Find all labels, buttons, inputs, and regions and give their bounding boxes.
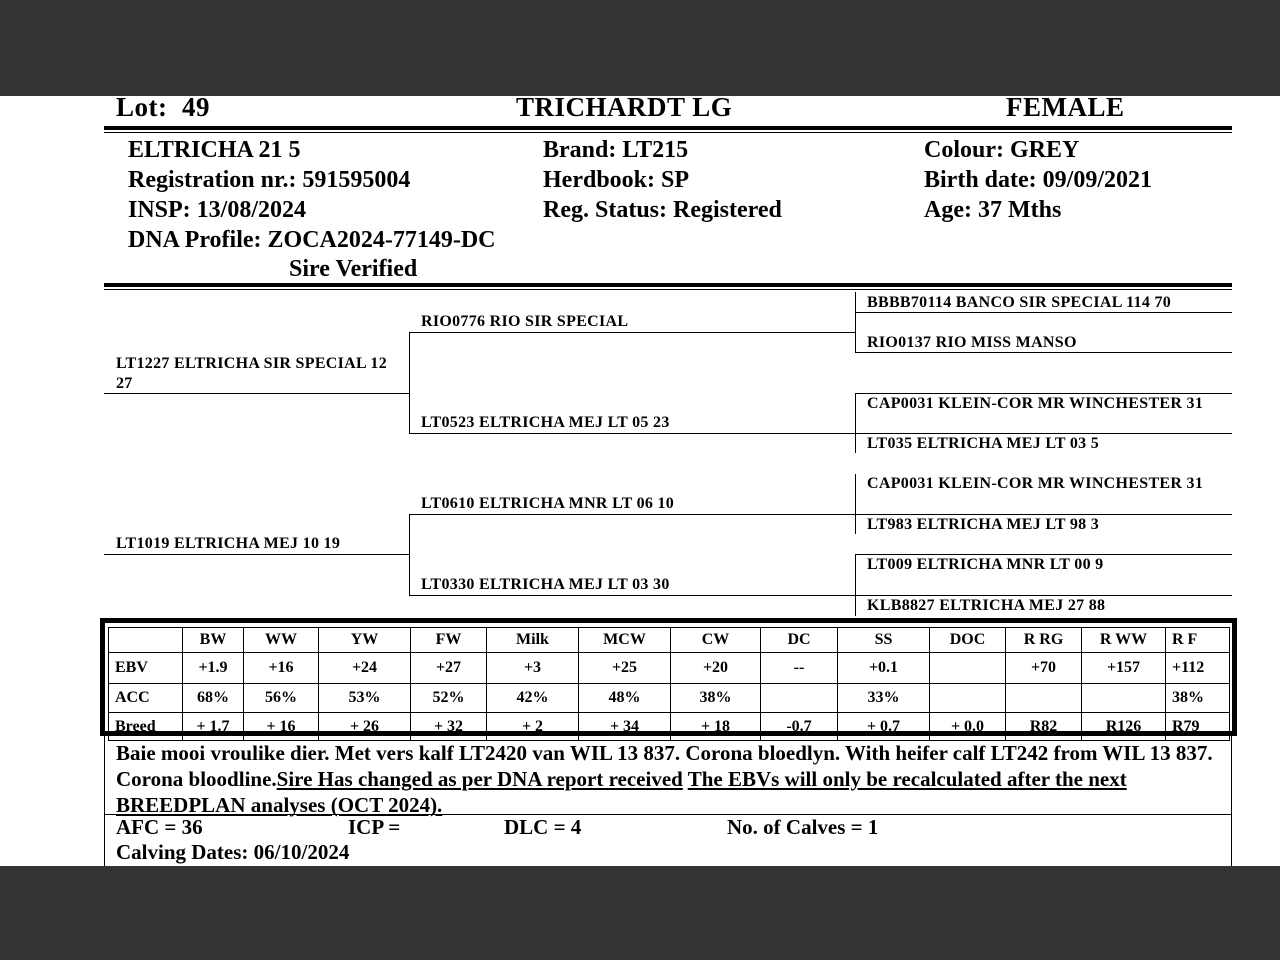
table-cell: + 26: [319, 713, 411, 741]
insp-date: INSP: 13/08/2024: [128, 197, 307, 223]
ebv-col-header: YW: [319, 628, 411, 653]
pedigree-gg-2: RIO0137 RIO MISS MANSO: [867, 334, 1077, 351]
header-rule-thick: [104, 126, 1232, 130]
calving-dates: Calving Dates: 06/10/2024: [116, 840, 350, 864]
table-cell: + 16: [244, 713, 319, 741]
afc: AFC = 36: [116, 815, 203, 839]
table-cell: 56%: [244, 684, 319, 713]
remarks-text: Baie mooi vroulike dier. Met vers kalf LT2420 van WIL 13 837. Corona bloedlyn. With heifer calf LT242 from WIL 13 837. Corona bloodline.: [116, 741, 1213, 791]
table-cell: 42%: [487, 684, 579, 713]
age: Age: 37 Mths: [924, 197, 1062, 223]
table-cell: -0.7: [761, 713, 838, 741]
sire-line: [104, 393, 409, 394]
remarks-ebv-note: The EBVs will only be recalculated after the next BREEDPLAN analyses (OCT 2024).: [116, 767, 1127, 817]
ebv-col-header: DOC: [930, 628, 1006, 653]
table-cell: [1006, 684, 1082, 713]
table-cell: +16: [244, 653, 319, 684]
colour: Colour: GREY: [924, 137, 1080, 163]
ebv-col-header: DC: [761, 628, 838, 653]
gg-line-6: [855, 554, 1232, 555]
table-cell: R82: [1006, 713, 1082, 741]
table-cell: 33%: [838, 684, 930, 713]
table-cell: + 0.7: [838, 713, 930, 741]
ebv-col-header: Milk: [487, 628, 579, 653]
table-cell: --: [761, 653, 838, 684]
ebv-table-frame: [100, 618, 1237, 736]
gg-line-3: [855, 393, 1232, 394]
ebv-col-header: R RG: [1006, 628, 1082, 653]
table-cell: [930, 653, 1006, 684]
remarks: [104, 736, 1232, 815]
ebv-col-header: BW: [183, 628, 244, 653]
number-of-calves: No. of Calves = 1: [727, 815, 879, 839]
table-cell: R79: [1166, 713, 1230, 741]
pedigree-gg-5: CAP0031 KLEIN-COR MR WINCHESTER 31: [867, 475, 1204, 492]
table-cell: 68%: [183, 684, 244, 713]
ebv-col-header: R F: [1166, 628, 1230, 653]
ebv-table: [108, 627, 1230, 741]
table-cell: 52%: [411, 684, 487, 713]
pedigree-gg-4: LT035 ELTRICHA MEJ LT 03 5: [867, 435, 1100, 452]
brand: Brand: LT215: [543, 137, 689, 163]
animal-name: ELTRICHA 21 5: [128, 137, 301, 163]
info-rule-thick: [104, 283, 1232, 287]
dlc: DLC = 4: [504, 815, 582, 839]
table-cell: +157: [1082, 653, 1166, 684]
table-cell: 38%: [671, 684, 761, 713]
table-cell: +27: [411, 653, 487, 684]
pedigree-sire-sire: RIO0776 RIO SIR SPECIAL: [421, 313, 629, 330]
table-cell: + 32: [411, 713, 487, 741]
gg-bracket-3: [855, 474, 856, 534]
ebv-col-header: [109, 628, 183, 653]
ebv-col-header: FW: [411, 628, 487, 653]
sire-verified: Sire Verified: [289, 256, 418, 282]
dam-sire-line: [409, 514, 855, 515]
table-cell: [1082, 684, 1166, 713]
ebv-col-header: R WW: [1082, 628, 1166, 653]
table-row: [109, 653, 1230, 684]
pedigree-sire-dam: LT0523 ELTRICHA MEJ LT 05 23: [421, 414, 670, 431]
table-cell: +0.1: [838, 653, 930, 684]
registration-number: Registration nr.: 591595004: [128, 167, 411, 193]
dam-bracket: [409, 514, 410, 595]
dam-line: [104, 554, 409, 555]
gg-bracket-2: [855, 393, 856, 453]
ebv-col-header: WW: [244, 628, 319, 653]
header-rule-thin: [104, 132, 1232, 133]
pedigree-gg-3: CAP0031 KLEIN-COR MR WINCHESTER 31: [867, 395, 1204, 412]
table-cell: +70: [1006, 653, 1082, 684]
table-cell: EBV: [109, 653, 183, 684]
animal-sex: FEMALE: [1006, 92, 1125, 122]
table-cell: 48%: [579, 684, 671, 713]
table-cell: [761, 684, 838, 713]
pedigree-gg-1: BBBB70114 BANCO SIR SPECIAL 114 70: [867, 294, 1172, 311]
table-cell: ACC: [109, 684, 183, 713]
table-cell: 38%: [1166, 684, 1230, 713]
lot-number: 49: [182, 92, 210, 122]
ebv-col-header: CW: [671, 628, 761, 653]
herdbook: Herdbook: SP: [543, 167, 690, 193]
table-cell: [930, 684, 1006, 713]
table-cell: 53%: [319, 684, 411, 713]
table-cell: R126: [1082, 713, 1166, 741]
gg-line-2: [855, 352, 1232, 353]
reg-status: Reg. Status: Registered: [543, 197, 782, 223]
gg-bracket-4: [855, 554, 856, 616]
pedigree-gg-6: LT983 ELTRICHA MEJ LT 98 3: [867, 516, 1100, 533]
sire-dam-line: [409, 433, 855, 434]
gg-bracket-1: [855, 292, 856, 353]
breeder-name: TRICHARDT LG: [516, 92, 733, 122]
birth-date: Birth date: 09/09/2021: [924, 167, 1152, 193]
pedigree-gg-8: KLB8827 ELTRICHA MEJ 27 88: [867, 597, 1106, 614]
sire-sire-line: [409, 332, 855, 333]
dna-profile: DNA Profile: ZOCA2024-77149-DC: [128, 227, 496, 253]
dam-dam-line: [409, 595, 855, 596]
table-cell: +25: [579, 653, 671, 684]
gg-line-4: [855, 433, 1232, 434]
table-cell: + 0.0: [930, 713, 1006, 741]
table-row: [109, 684, 1230, 713]
table-cell: +20: [671, 653, 761, 684]
table-cell: +1.9: [183, 653, 244, 684]
pedigree-sire: LT1227 ELTRICHA SIR SPECIAL 12 27: [116, 355, 388, 392]
ebv-header-row: [109, 628, 1230, 653]
table-cell: + 34: [579, 713, 671, 741]
gg-line-1: [855, 312, 1232, 313]
lot-label-text: Lot:: [116, 92, 168, 122]
info-rule-thin: [104, 289, 1232, 290]
lot-label: [116, 92, 210, 123]
sire-bracket: [409, 332, 410, 433]
pedigree-dam-sire: LT0610 ELTRICHA MNR LT 06 10: [421, 495, 675, 512]
table-cell: + 18: [671, 713, 761, 741]
calving-info: [104, 815, 1232, 866]
table-cell: + 2: [487, 713, 579, 741]
icp: ICP =: [348, 815, 401, 839]
table-cell: +3: [487, 653, 579, 684]
table-cell: Breed: [109, 713, 183, 741]
pedigree-gg-7: LT009 ELTRICHA MNR LT 00 9: [867, 556, 1104, 573]
ebv-col-header: MCW: [579, 628, 671, 653]
lot-sheet: [0, 92, 1280, 866]
pedigree-dam-dam: LT0330 ELTRICHA MEJ LT 03 30: [421, 576, 670, 593]
table-cell: +24: [319, 653, 411, 684]
remarks-sire-note: Sire Has changed as per DNA report received: [276, 767, 683, 791]
ebv-col-header: SS: [838, 628, 930, 653]
gg-line-5: [855, 514, 1232, 515]
pedigree-dam: LT1019 ELTRICHA MEJ 10 19: [116, 535, 341, 552]
table-cell: +112: [1166, 653, 1230, 684]
gg-line-7: [855, 595, 1232, 596]
table-cell: + 1.7: [183, 713, 244, 741]
